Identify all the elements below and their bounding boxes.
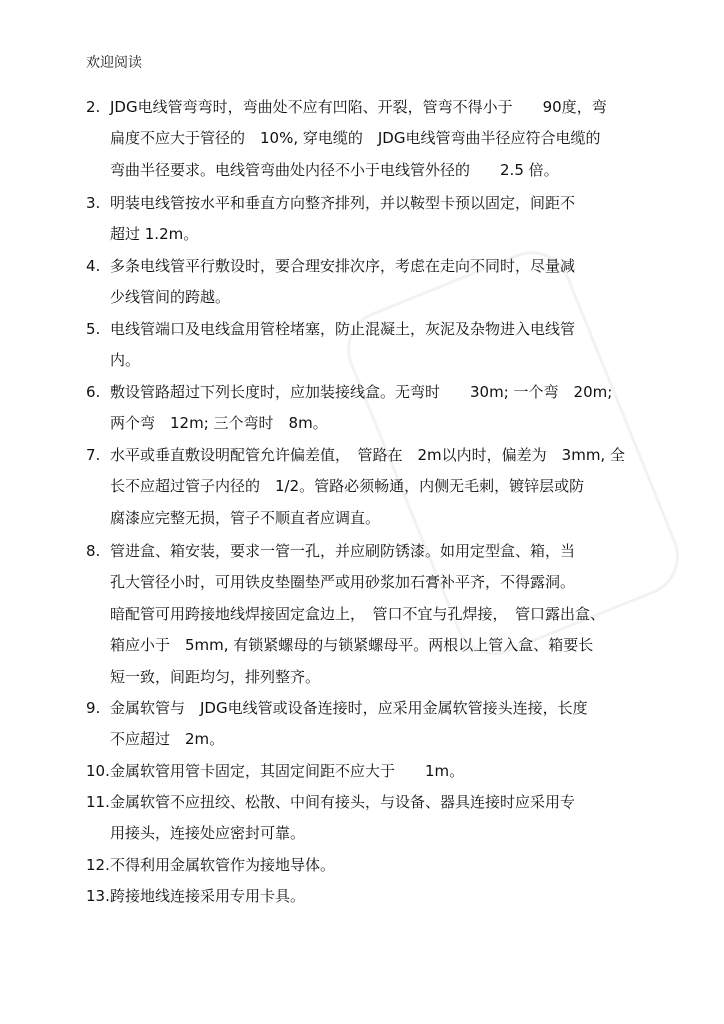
list-item-text <box>110 536 605 693</box>
list-item-number: 11. <box>86 793 110 811</box>
text-line: 多条电线管平行敷设时，要合理安排次序，考虑在走向不同时，尽量减 <box>110 257 576 275</box>
text-line: 扁度不应大于管径的 10%, 穿电缆的 JDG电线管弯曲半径应符合电缆的 <box>110 129 601 148</box>
text-line: 金属软管用管卡固定，其固定间距不应大于 1m。 <box>110 762 465 780</box>
text-line: 金属软管与 JDG电线管或设备连接时，应采用金属软管接头连接，长度 <box>110 699 588 717</box>
text-line: 管进盒、箱安装，要求一管一孔，并应刷防锈漆。如用定型盒、箱，当 <box>110 542 576 560</box>
list-item-number: 7. <box>86 446 101 464</box>
list-item-number: 2. <box>86 98 101 116</box>
text-line: 金属软管不应扭绞、松散、中间有接头，与设备、器具连接时应采用专 <box>110 793 576 811</box>
list-item-text <box>110 693 588 756</box>
text-line: 超过 1.2m。 <box>110 225 199 244</box>
list-item-text <box>110 92 607 186</box>
page-header: 欢迎阅读 <box>86 55 142 71</box>
text-line: 不应超过 2m。 <box>110 730 225 749</box>
list-item-text <box>110 756 464 787</box>
list-item-number: 8. <box>86 542 101 560</box>
text-line: 跨接地线连接采用专用卡具。 <box>110 887 306 905</box>
list-item-number: 9. <box>86 699 101 717</box>
text-line: 内。 <box>110 351 141 370</box>
list-item-number: 4. <box>86 257 101 275</box>
text-line: 腐漆应完整无损，管子不顺直者应调直。 <box>110 508 381 527</box>
list-item-number: 6. <box>86 383 101 401</box>
list-item-text <box>110 787 575 850</box>
text-line: 少线管间的跨越。 <box>110 288 231 307</box>
list-item-number: 5. <box>86 320 101 338</box>
text-line: 短一致，间距均匀，排列整齐。 <box>110 667 321 686</box>
list-item-number: 13. <box>86 887 110 905</box>
text-line: 用接头，连接处应密封可靠。 <box>110 824 306 843</box>
text-line: 电线管端口及电线盒用管栓堵塞，防止混凝土，灰泥及杂物进入电线管 <box>110 320 576 338</box>
text-line: 不得利用金属软管作为接地导体。 <box>110 856 336 874</box>
list-item-number: 10. <box>86 762 110 780</box>
list-item-text <box>110 314 575 377</box>
list-item-text <box>110 377 612 440</box>
text-line: 弯曲半径要求。电线管弯曲处内径不小于电线管外径的 2.5 倍。 <box>110 160 559 179</box>
list-item-text <box>110 850 335 881</box>
text-line: 暗配管可用跨接地线焊接固定盒边上， 管口不宜与孔焊接， 管口露出盒、 <box>110 604 606 623</box>
text-line: 敷设管路超过下列长度时，应加装接线盒。无弯时 30m; 一个弯 20m; <box>110 383 613 401</box>
list-item-text <box>110 440 625 534</box>
text-line: 箱应小于 5mm, 有锁紧螺母的与锁紧螺母平。两根以上管入盒、箱要长 <box>110 636 594 655</box>
text-line: JDG电线管弯弯时，弯曲处不应有凹陷、开裂，管弯不得小于 90度，弯 <box>110 98 607 116</box>
list-item-text <box>110 188 575 251</box>
list-item-number: 12. <box>86 856 110 874</box>
text-line: 长不应超过管子内径的 1/2。管路必须畅通，内侧无毛刺，镀锌层或防 <box>110 477 585 496</box>
list-item-text <box>110 251 575 314</box>
list-item-text <box>110 881 305 912</box>
text-line: 两个弯 12m; 三个弯时 8m。 <box>110 414 328 433</box>
list-item-number: 3. <box>86 194 101 212</box>
text-line: 明装电线管按水平和垂直方向整齐排列，并以鞍型卡预以固定，间距不 <box>110 194 576 212</box>
text-line: 水平或垂直敷设明配管允许偏差值， 管路在 2m以内时，偏差为 3mm, 全 <box>110 446 625 464</box>
text-line: 孔大管径小时，可用铁皮垫圈垫严或用砂浆加石膏补平齐，不得露洞。 <box>110 573 576 592</box>
